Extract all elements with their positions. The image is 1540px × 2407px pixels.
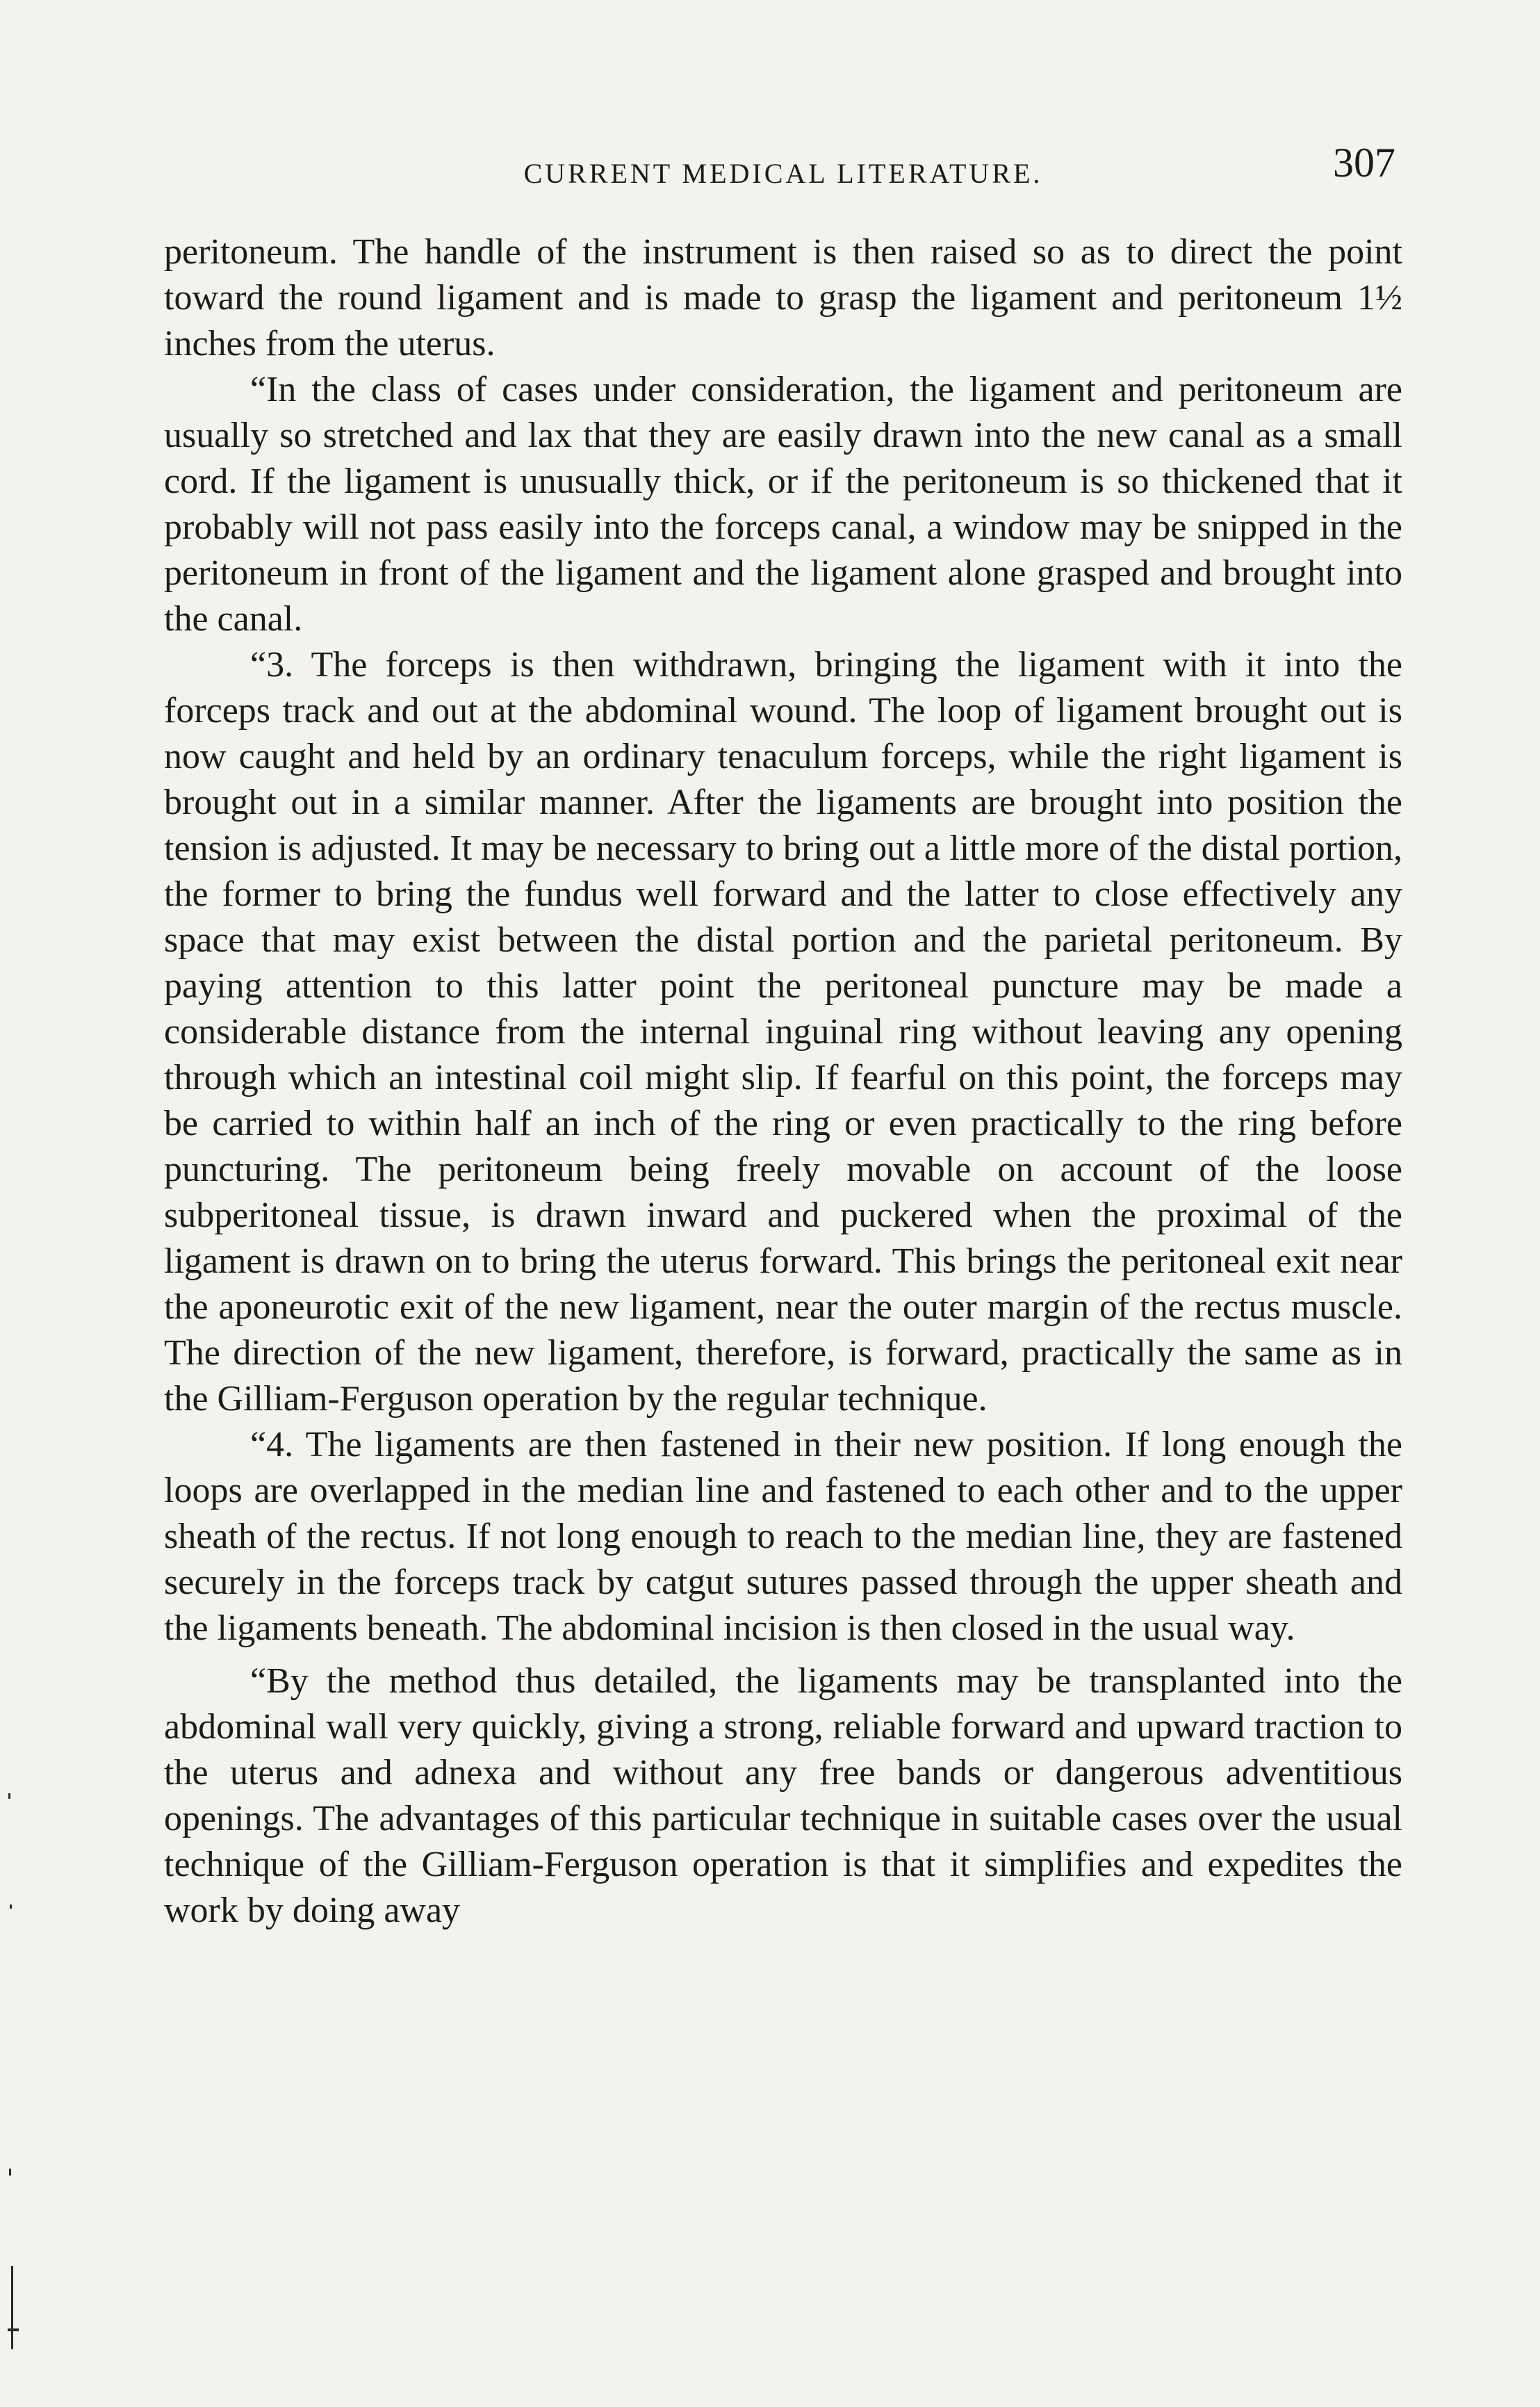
edge-mark xyxy=(11,2266,13,2349)
binding-edge-marks xyxy=(6,1779,33,2405)
page-header xyxy=(164,139,1402,195)
body-text xyxy=(164,229,1402,1934)
paragraph-method-summary: “By the method thus detailed, the ligaments may be transplanted into the abdominal wall very quickly, giving a strong, reliable forward and upward traction to the uterus and adnexa and without any free bands or dangerous adventitious openings. The advantages of this particular technique in suitable cases over the usual technique of the Gilliam-Ferguson operation is that it simplifies and expedites the work by doing away xyxy=(164,1661,1402,1930)
edge-mark xyxy=(9,2169,11,2176)
paragraph-step-3: “3. The forceps is then withdrawn, bringing the ligament with it into the forceps track and out at the abdominal wound. The loop of ligament brought out is now caught and held by an ordinary tenaculum forceps, while the right ligament is brought out in a similar manner. After the ligaments are brought into position the tension is adjusted. It may be necessary to bring out a little more of the distal portion, the former to bring the fundus well forward and the latter to close effectively any space that may exist between the distal portion and the parietal peritoneum. By paying attention to this latter point the peritoneal puncture may be made a considerable distance from the internal inguinal ring without leaving any opening through which an intestinal coil might slip. If fearful on this point, the forceps may be carried to within half an inch of the ring or even practically to the ring before puncturing. The peritoneum being freely movable on account of the loose subperitoneal tissue, is drawn inward and puckered when the proximal of the ligament is drawn on to bring the uterus forward. This brings the peritoneal exit near the aponeurotic exit of the new ligament, near the outer margin of the rectus muscle. The direction of the new ligament, therefore, is forward, practically the same as in the Gilliam-Ferguson operation by the regular technique. xyxy=(164,645,1402,1419)
edge-mark xyxy=(10,1904,12,1909)
paragraph-ligament-peritoneum: “In the class of cases under consideration, the ligament and peritoneum are usually so stretched and lax that they are easily drawn into the new canal as a small cord. If the ligament is unusually thick, or if the peritoneum is so thickened that it probably will not pass easily into the forceps canal, a window may be snipped in the peritoneum in front of the ligament and the ligament alone grasped and brought into the canal. xyxy=(164,370,1402,639)
edge-mark xyxy=(8,1793,10,1799)
paragraph-continuation: peritoneum. The handle of the instrument is then raised so as to direct the point toward the round ligament and is made to grasp the ligament and peritoneum 1½ inches from the uterus. xyxy=(164,232,1402,364)
page-number: 307 xyxy=(1333,140,1395,186)
edge-mark xyxy=(8,2328,19,2331)
running-head: CURRENT MEDICAL LITERATURE. xyxy=(523,158,1043,189)
paragraph-step-4: “4. The ligaments are then fastened in their new position. If long enough the loops are overlapped in the median line and fastened to each other and to the upper sheath of the rectus. If not long enough to reach to the median line, they are fastened securely in the forceps track by catgut sutures passed through the upper sheath and the ligaments beneath. The abdominal incision is then closed in the usual way. xyxy=(164,1425,1402,1648)
